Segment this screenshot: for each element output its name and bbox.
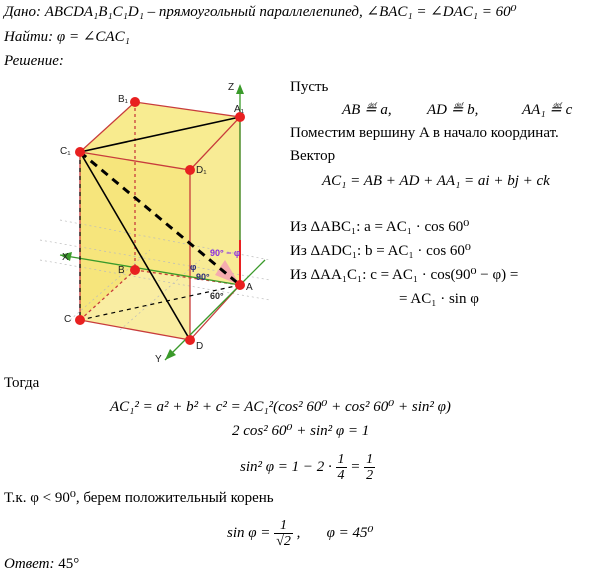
equation-3 bbox=[240, 449, 375, 485]
parallelepiped-figure bbox=[0, 70, 290, 370]
def-aa1: AA₁ ≝ c bbox=[522, 102, 573, 118]
given-line bbox=[4, 3, 517, 21]
label-b: B bbox=[118, 265, 125, 276]
equation-1: AC₁² = a² + b² + c² = AC₁²(cos² 60⁰ + cos² 60⁰ + sin² φ) bbox=[110, 399, 451, 415]
equation-3-eq: = bbox=[350, 459, 361, 475]
label-y: Y bbox=[155, 354, 162, 365]
find-line bbox=[4, 28, 130, 46]
angle-60-label: 60° bbox=[210, 291, 224, 301]
fraction-1-2 bbox=[364, 452, 375, 483]
phi-label: φ bbox=[190, 262, 197, 272]
from-aa1c1-cont: = AC₁ · sin φ bbox=[399, 291, 479, 307]
then-word: Тогда bbox=[4, 375, 40, 391]
label-c: C bbox=[64, 314, 72, 325]
fraction-numerator: 1 bbox=[337, 452, 345, 468]
from-abc1: Из ΔABC₁: a = AC₁ · cos 60⁰ bbox=[290, 219, 470, 235]
label-c1: C₁ bbox=[60, 146, 71, 157]
given-text: ABCDA₁B₁C₁D₁ – прямоугольный параллелепипед, ∠BAC₁ = ∠DAC₁ = 60⁰ bbox=[44, 4, 517, 20]
answer-value: 45° bbox=[58, 556, 80, 572]
label-a: A bbox=[246, 282, 253, 293]
find-label: Найти: bbox=[4, 29, 54, 45]
equation-4-right: φ = 45⁰ bbox=[326, 525, 374, 541]
from-aa1c1: Из ΔAA₁C₁: c = AC₁ · cos(90⁰ − φ) = bbox=[290, 267, 519, 283]
label-b1: B₁ bbox=[118, 94, 129, 105]
def-ab: AB ≝ a, bbox=[342, 102, 392, 118]
from-adc1: Из ΔADC₁: b = AC₁ · cos 60⁰ bbox=[290, 243, 471, 259]
def-ad: AD ≝ b, bbox=[427, 102, 479, 118]
vector-word: Вектор bbox=[290, 148, 336, 164]
angle-90-label: 90° bbox=[196, 272, 210, 282]
z-arrow bbox=[236, 84, 244, 94]
find-text: φ = ∠CAC₁ bbox=[56, 29, 130, 45]
fraction-1-4 bbox=[336, 452, 347, 483]
label-x: X bbox=[62, 252, 69, 263]
label-z: Z bbox=[228, 82, 235, 93]
fraction-denominator: 4 bbox=[337, 468, 345, 484]
fraction-numerator-2: 1 bbox=[366, 452, 374, 468]
vector-equation: AC₁ = AB + AD + AA₁ = ai + bj + ck bbox=[322, 173, 550, 189]
equation-2: 2 cos² 60⁰ + sin² φ = 1 bbox=[232, 423, 370, 439]
label-d1: D₁ bbox=[196, 165, 207, 176]
equation-4-left: sin φ = bbox=[227, 525, 271, 541]
answer-line bbox=[4, 555, 79, 573]
solution-label: Решение: bbox=[4, 53, 64, 69]
fraction-numerator-3: 1 bbox=[274, 518, 293, 534]
angle-90-phi-label: 90° − φ bbox=[210, 248, 241, 258]
label-d: D bbox=[196, 341, 204, 352]
label-a1: A₁ bbox=[234, 104, 245, 115]
equation-3-left: sin² φ = 1 − 2 · bbox=[240, 459, 332, 475]
since-text: Т.к. φ < 90⁰, берем положительный корень bbox=[4, 490, 274, 506]
fraction-denominator-2: 2 bbox=[366, 468, 374, 484]
given-label: Дано: bbox=[4, 4, 41, 20]
let-word: Пусть bbox=[290, 79, 329, 95]
equation-4: sin φ = $\frac{1}{√2}$ , φ = 45⁰ bbox=[227, 518, 374, 550]
answer-label: Ответ: bbox=[4, 556, 55, 572]
sqrt-2: √2 bbox=[276, 534, 291, 550]
fraction-1-sqrt2 bbox=[274, 518, 293, 549]
place-text: Поместим вершину A в начало координат. bbox=[290, 125, 559, 141]
